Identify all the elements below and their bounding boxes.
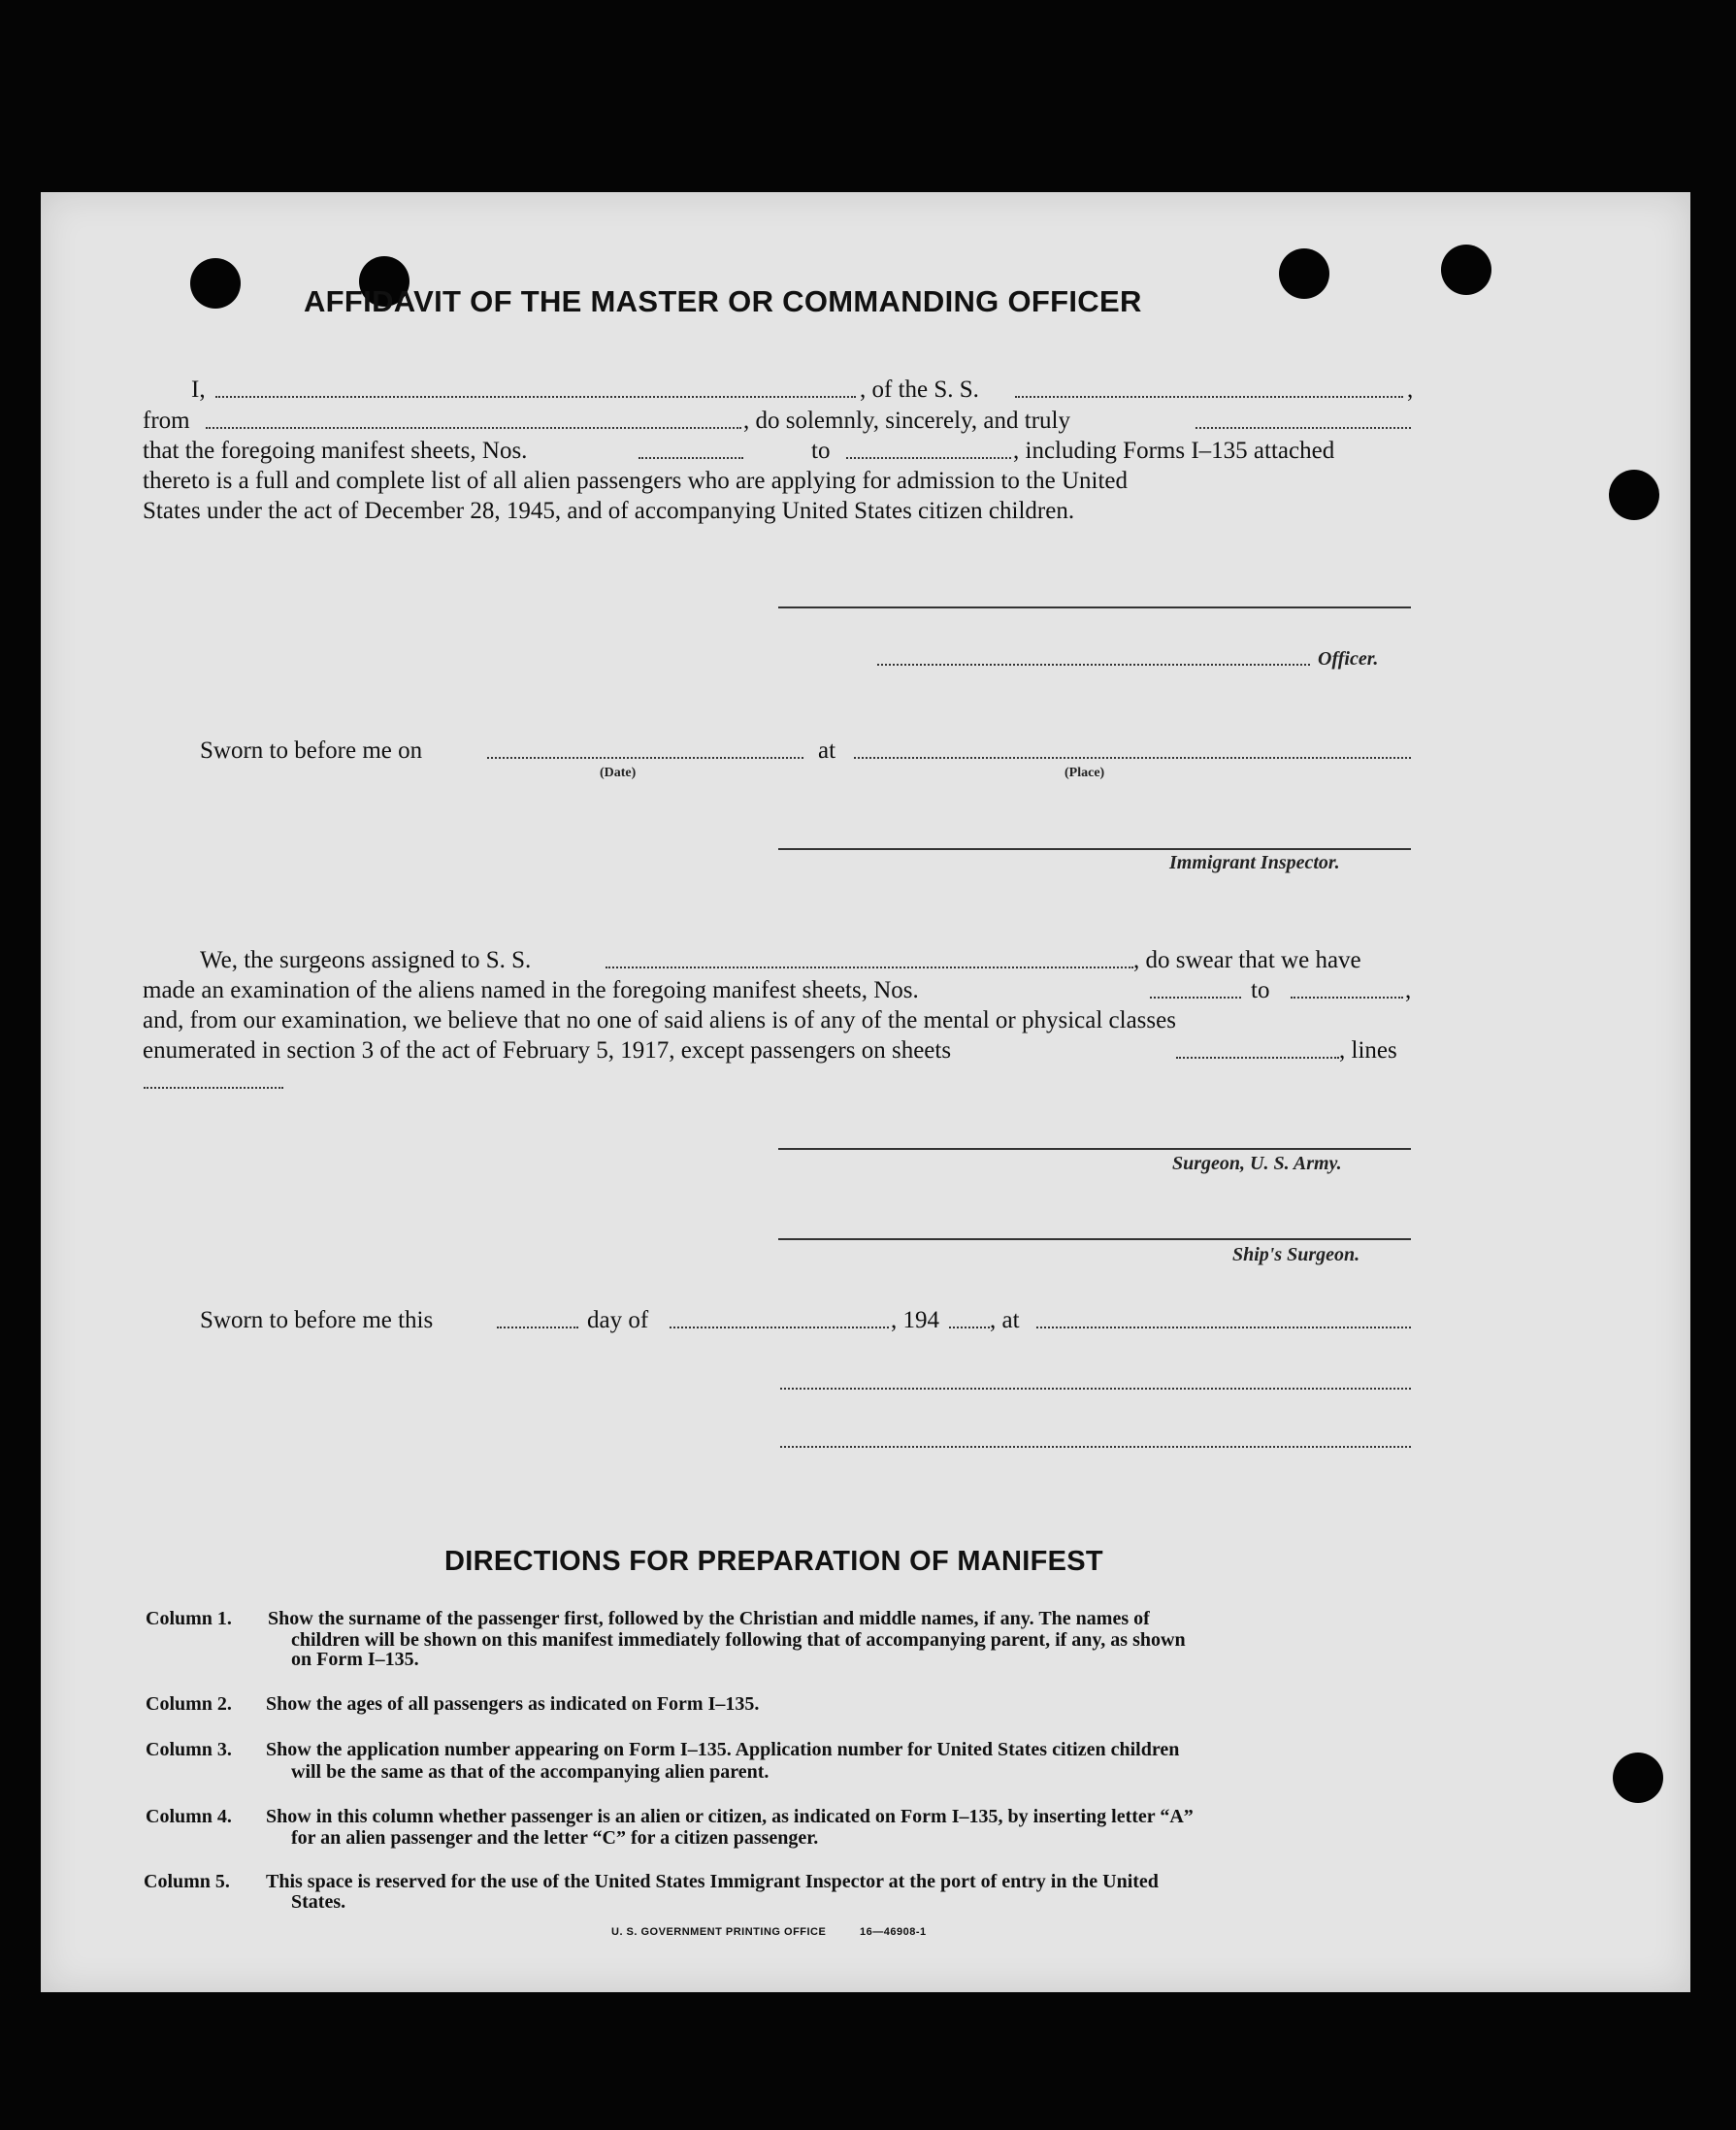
name-field[interactable] xyxy=(215,396,856,398)
exam-nos-to-field[interactable] xyxy=(1291,997,1403,999)
sworn-at-label: at xyxy=(818,737,836,764)
inspector-caption: Immigrant Inspector. xyxy=(1169,852,1340,873)
column-1-label: Column 1. xyxy=(146,1608,232,1629)
sheets-field[interactable] xyxy=(1176,1057,1339,1059)
manifest-nos-label: that the foregoing manifest sheets, Nos. xyxy=(143,438,528,464)
punch-hole xyxy=(1441,245,1491,295)
sworn2-place-field[interactable] xyxy=(1036,1327,1411,1328)
exam-end: , xyxy=(1405,977,1412,1003)
officer-title-line[interactable] xyxy=(877,664,1310,666)
column-3-line-2: will be the same as that of the accompanying alien parent. xyxy=(291,1761,770,1783)
column-1-line-1: Show the surname of the passenger first, followed by the Christian and middle names, if any. The names of xyxy=(268,1608,1150,1629)
line1-end: , xyxy=(1407,377,1414,403)
ship-surgeon-caption: Ship's Surgeon. xyxy=(1232,1244,1360,1265)
column-3-label: Column 3. xyxy=(146,1739,232,1760)
year-label: , 194 xyxy=(891,1307,939,1333)
lines-field[interactable] xyxy=(144,1087,283,1089)
column-1-line-2: children will be shown on this manifest immediately following that of accompanying parent, if any, as shown xyxy=(291,1629,1186,1651)
surgeons-line-3: and, from our examination, we believe that no one of said aliens is of any of the mental or physical classes xyxy=(143,1007,1176,1033)
day-of-label: day of xyxy=(587,1307,649,1333)
swear-label: , do solemnly, sincerely, and truly xyxy=(743,408,1070,434)
from-field[interactable] xyxy=(206,427,741,429)
exam-to-label: to xyxy=(1251,977,1270,1003)
exam-nos-from-field[interactable] xyxy=(1150,997,1241,999)
officer-caption: Officer. xyxy=(1318,648,1379,670)
affidavit-line-5: States under the act of December 28, 1945, and of accompanying United States citizen children. xyxy=(143,498,1075,524)
inspector-signature-line[interactable] xyxy=(778,848,1411,850)
sworn-year-field[interactable] xyxy=(949,1327,990,1328)
of-the-ss-label: , of the S. S. xyxy=(860,377,979,403)
column-2-label: Column 2. xyxy=(146,1693,232,1715)
column-1-line-3: on Form I–135. xyxy=(291,1649,419,1670)
sworn-place-field[interactable] xyxy=(854,757,1411,759)
directions-title: DIRECTIONS FOR PREPARATION OF MANIFEST xyxy=(444,1546,1103,1577)
column-5-line-2: States. xyxy=(291,1891,346,1913)
forms-attached-label: , including Forms I–135 attached xyxy=(1013,438,1335,464)
printer-imprint: U. S. GOVERNMENT PRINTING OFFICE xyxy=(611,1926,827,1938)
affidavit-title: AFFIDAVIT OF THE MASTER OR COMMANDING OFFICER xyxy=(304,284,1142,318)
sworn-this-label: Sworn to before me this xyxy=(200,1307,434,1333)
sworn-on-label: Sworn to before me on xyxy=(200,737,423,764)
column-2-line-1: Show the ages of all passengers as indicated on Form I–135. xyxy=(266,1693,760,1715)
swear-have-label: , do swear that we have xyxy=(1133,947,1361,973)
column-4-line-2: for an alien passenger and the letter “C” for a citizen passenger. xyxy=(291,1827,819,1849)
surgeons-ship-field[interactable] xyxy=(606,967,1133,968)
sworn-date-field[interactable] xyxy=(487,757,803,759)
manifest-to-label: to xyxy=(811,438,831,464)
column-4-label: Column 4. xyxy=(146,1806,232,1827)
column-4-line-1: Show in this column whether passenger is an alien or citizen, as indicated on Form I–135, by inserting letter “A” xyxy=(266,1806,1194,1827)
officer-signature-line[interactable] xyxy=(778,606,1411,608)
affidavit-line-1 xyxy=(191,375,206,405)
text-i: I, xyxy=(191,377,206,403)
sworn-day-field[interactable] xyxy=(497,1327,578,1328)
punch-hole xyxy=(1609,470,1659,520)
date-caption: (Date) xyxy=(600,766,637,780)
column-3-line-1: Show the application number appearing on Form I–135. Application number for United States citizen children xyxy=(266,1739,1180,1760)
column-5-line-1: This space is reserved for the use of the United States Immigrant Inspector at the port of entry in the United xyxy=(266,1871,1159,1892)
ship-name-field[interactable] xyxy=(1015,396,1403,398)
surgeons-label: We, the surgeons assigned to S. S. xyxy=(200,947,532,973)
examination-label: made an examination of the aliens named in the foregoing manifest sheets, Nos. xyxy=(143,977,919,1003)
sworn2-at-label: , at xyxy=(990,1307,1020,1333)
army-surgeon-signature-line[interactable] xyxy=(778,1148,1411,1150)
column-5-label: Column 5. xyxy=(144,1871,230,1892)
signature-line-b[interactable] xyxy=(780,1446,1411,1448)
army-surgeon-caption: Surgeon, U. S. Army. xyxy=(1172,1153,1342,1174)
punch-hole xyxy=(1279,248,1329,299)
place-caption: (Place) xyxy=(1065,766,1105,780)
signature-line-a[interactable] xyxy=(780,1388,1411,1390)
ship-surgeon-signature-line[interactable] xyxy=(778,1238,1411,1240)
from-label: from xyxy=(143,408,190,434)
manifest-from-field[interactable] xyxy=(639,457,743,459)
sworn-month-field[interactable] xyxy=(670,1327,889,1328)
affidavit-line-4: thereto is a full and complete list of all alien passengers who are applying for admission to the United xyxy=(143,468,1129,494)
manifest-to-field[interactable] xyxy=(846,457,1011,459)
punch-hole xyxy=(190,258,241,309)
punch-hole xyxy=(1613,1753,1663,1803)
form-code: 16—46908-1 xyxy=(860,1926,927,1938)
swear-field[interactable] xyxy=(1196,427,1411,429)
lines-label: , lines xyxy=(1339,1037,1397,1064)
surgeons-line-4: enumerated in section 3 of the act of February 5, 1917, except passengers on sheets xyxy=(143,1037,952,1064)
